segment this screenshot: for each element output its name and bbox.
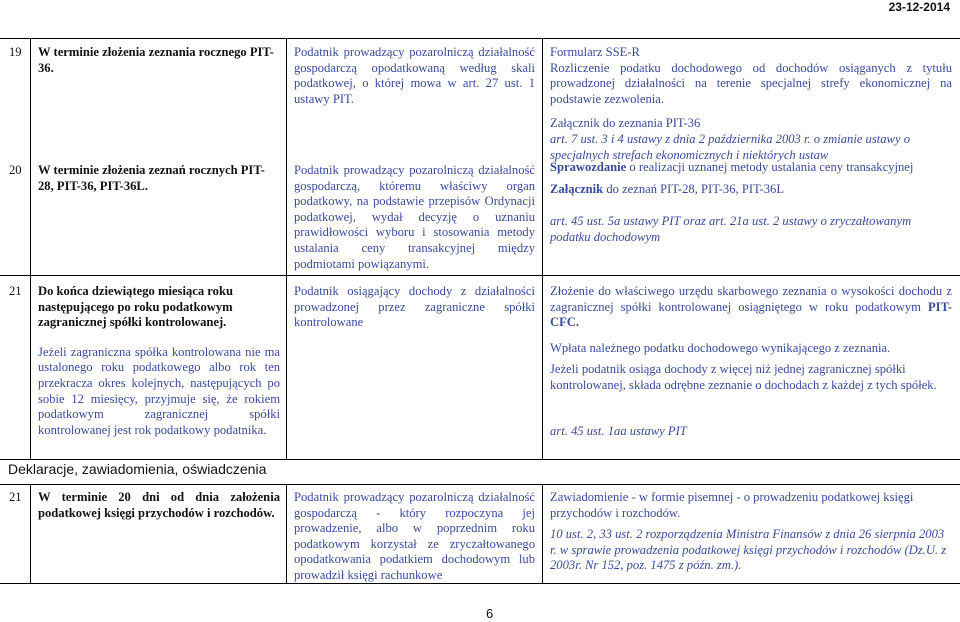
legal-basis: art. 45 ust. 1aa ustawy PIT (550, 423, 687, 438)
table1-top-border (0, 38, 960, 39)
section-title: Deklaracje, zawiadomienia, oświadczenia (8, 461, 267, 477)
row-obligation (550, 160, 952, 245)
report-label: Sprawozdanie (550, 160, 627, 174)
form-code: PIT-CFC. (550, 299, 952, 330)
row-taxpayer-text: Podatnik prowadzący pozarolniczą działalność gospodarczą opodatkowaną według skali podatkowej, o której mowa w art. 27 ust. 1 ustawy PIT. (294, 45, 535, 106)
row-obligation (550, 490, 952, 574)
table2-col-divider-1 (30, 484, 31, 584)
table1-col-divider-2 (286, 38, 287, 460)
row-deadline (38, 284, 280, 438)
notification-text: Zawiadomienie - w formie pisemnej - o prowadzeniu podatkowej księgi przychodów i rozchodów. (550, 490, 914, 520)
table2-col-divider-2 (286, 484, 287, 584)
attachment-label: Załącznik (550, 181, 604, 196)
form-name: Formularz SSE-R (550, 45, 640, 59)
deadline-note: Jeżeli zagraniczna spółka kontrolowana nie ma ustalonego roku podatkowego albo rok ten przekracza okres kolejnych, następujących po sobie 12 miesięcy, przyjmuje się, że rokiem podatkowym zagranicznej spółki kontrolowanej jest rok podatkowy podatnika. (38, 344, 280, 437)
report-line (550, 160, 952, 176)
row-number: 19 (9, 45, 22, 59)
table2-top-border (0, 484, 960, 485)
table1-col-divider-1 (30, 38, 31, 460)
report-text: o realizacji uznanej metody ustalania ceny transakcyjnej (626, 160, 914, 174)
attachment-text: do zeznań PIT-28, PIT-36, PIT-36L (603, 181, 785, 196)
row-taxpayer: Podatnik prowadzący pozarolniczą działalność gospodarczą - który rozpoczyna jej prowadzenie, albo w poprzednim roku podatkowym korzystał ze zryczałtowanego opodatkowania podatkiem dochodowym lub prowadził księgi rachunkowe (294, 490, 535, 582)
row-taxpayer: Podatnik osiągający dochody z działalności prowadzonej przez zagraniczne spółki kontrolowane (294, 284, 535, 330)
row-number: 21 (9, 490, 22, 504)
payment-note: Wpłata należnego podatku dochodowego wynikającego z zeznania. (550, 340, 891, 355)
row-taxpayer (294, 45, 535, 107)
filing-line (550, 284, 952, 331)
legal-basis: art. 7 ust. 3 i 4 ustawy z dnia 2 października 2003 r. o zmianie ustawy o specjalnych strefach ekonomicznych i niektórych ustaw (550, 131, 910, 162)
row-deadline: W terminie złożenia zeznań rocznych PIT-28, PIT-36, PIT-36L. (38, 163, 265, 193)
legal-basis: 10 ust. 2, 33 ust. 2 rozporządzenia Ministra Finansów z dnia 26 sierpnia 2003 r. w sprawie prowadzenia podatkowej księgi przychodów i rozchodów (Dz.U. z 2003r. Nr 152, poz. 1475 z późn. zm.). (550, 527, 947, 573)
deadline-text: Do końca dziewiątego miesiąca roku następującego po roku podatkowym zagranicznej spółki kontrolowanej. (38, 284, 233, 330)
row-obligation (550, 284, 952, 439)
row-number: 20 (9, 163, 22, 177)
row-deadline: W terminie złożenia zeznania rocznego PIT-36. (38, 45, 274, 75)
table1-row-divider (0, 275, 960, 276)
legal-basis: art. 45 ust. 5a ustawy PIT oraz art. 21a ust. 2 ustawy o zryczałtowanym podatku dochodowym (550, 214, 912, 244)
multiple-companies-note: Jeżeli podatnik osiąga dochody z więcej niż jednej zagranicznej spółki kontrolowanej, składa odrębne zeznanie o dochodach z każdej z tych spółek. (550, 362, 937, 392)
row-number: 21 (9, 284, 22, 298)
row-deadline: W terminie 20 dni od dnia założenia podatkowej księgi przychodów i rozchodów. (38, 490, 280, 520)
table1-col-divider-3 (542, 38, 543, 460)
attachment-line (550, 182, 952, 198)
attachment-note: Załącznik do zeznania PIT-36 (550, 116, 701, 131)
page-number: 6 (486, 606, 494, 621)
table1-bottom-border (0, 459, 960, 460)
row-obligation (550, 45, 952, 163)
table2-col-divider-3 (542, 484, 543, 584)
filing-text: Złożenie do właściwego urzędu skarbowego zeznania o wysokości dochodu z zagranicznej spółki kontrolowanej osiągniętego w roku podatkowym (550, 284, 952, 314)
row-taxpayer: Podatnik prowadzący pozarolniczą działalność gospodarczą, któremu właściwy organ podatkowy, na podstawie przepisów Ordynacji podatkowej, wydał decyzję o uznaniu prawidłowości wyboru i stosowania metody ustalania ceny transakcyjnej między podmiotami powiązanymi. (294, 163, 535, 271)
page-date: 23-12-2014 (888, 0, 950, 14)
form-description: Rozliczenie podatku dochodowego od dochodów osiąganych z tytułu prowadzonej działalności na terenie specjalnej strefy ekonomicznej na podstawie zezwolenia. (550, 60, 952, 106)
